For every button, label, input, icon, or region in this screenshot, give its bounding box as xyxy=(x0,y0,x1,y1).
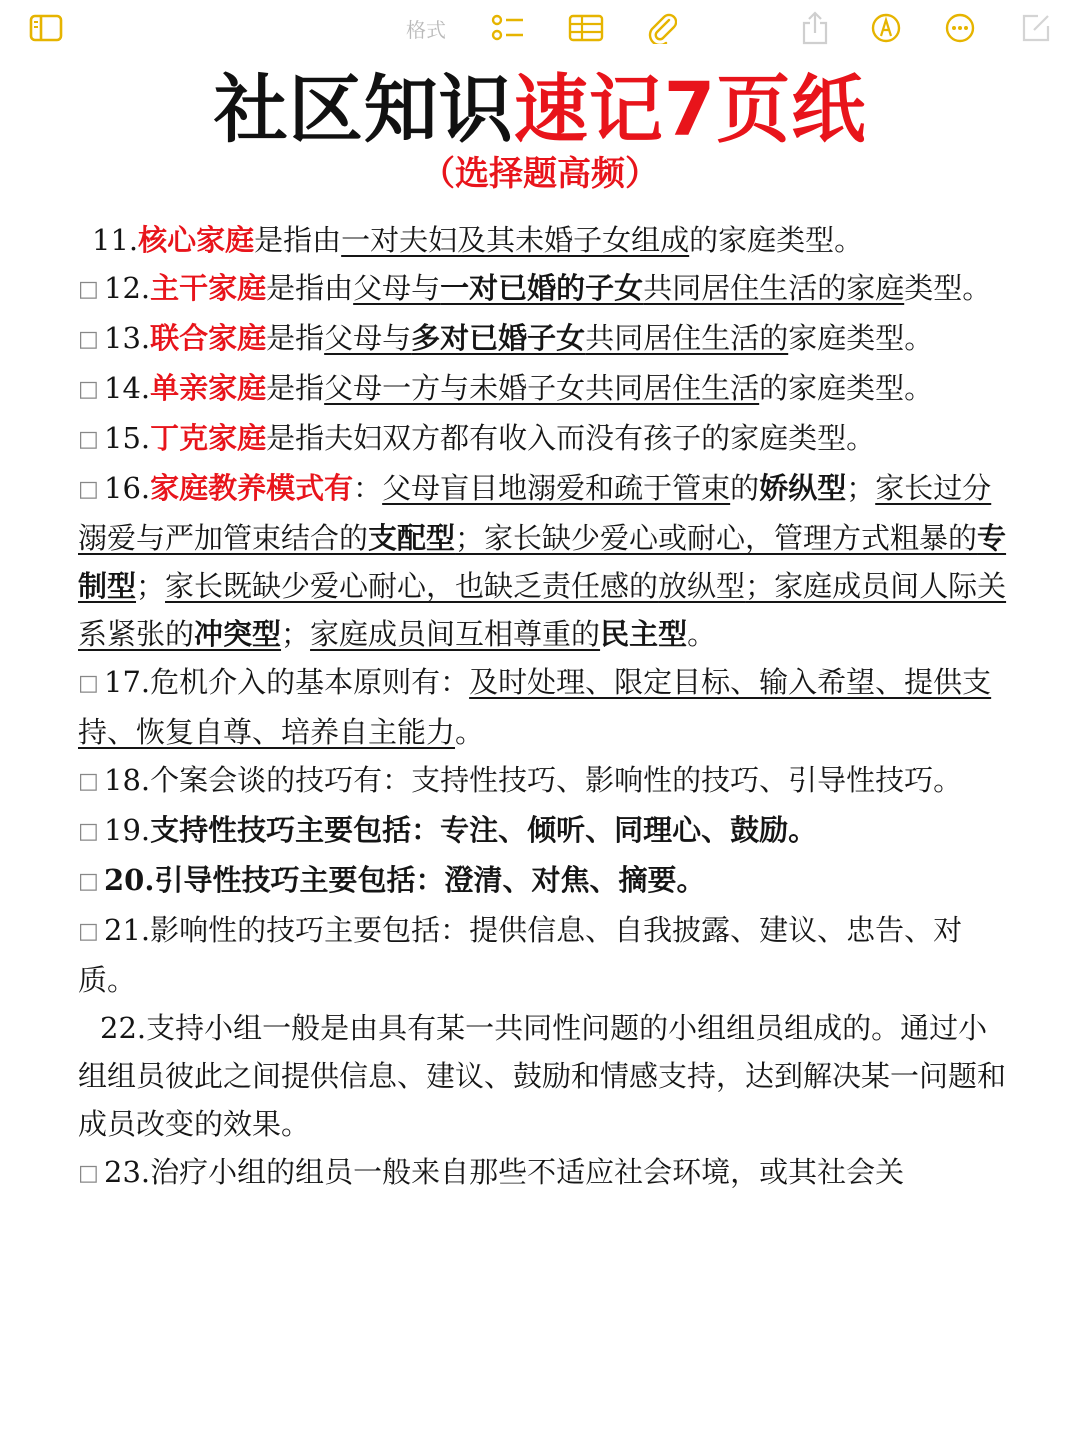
checkbox[interactable]: □ xyxy=(78,819,99,844)
list-item-12: □ 12.主干家庭是指由父母与一对已婚的子女共同居住生活的家庭类型。 xyxy=(78,264,1008,314)
list-item-22: 22.支持小组一般是由具有某一共同性问题的小组组员组成的。通过小组组员彼此之间提供信息、建议、鼓励和情感支持，达到解决某一问题和成员改变的效果。 xyxy=(78,1011,1007,1141)
list-item-20: □ 20.引导性技巧主要包括：澄清、对焦、摘要。 xyxy=(78,856,1008,906)
checkbox[interactable]: □ xyxy=(78,671,99,696)
list-item-16: □ 16.家庭教养模式有：父母盲目地溺爱和疏于管束的娇纵型；家长过分溺爱与严加管束结合的支配型；家长缺少爱心或耐心，管理方式粗暴的专制型；家长既缺少爱心耐心，也缺乏责任感的放纵型；家庭成员间人际关系紧张的冲突型；家庭成员间互相尊重的民主型。 xyxy=(78,464,1008,658)
list-item-14: □ 14.单亲家庭是指父母一方与未婚子女共同居住生活的家庭类型。 xyxy=(78,364,1008,414)
list-item-18: □ 18.个案会谈的技巧有：支持性技巧、影响性的技巧、引导性技巧。 xyxy=(78,756,1008,806)
list-item-15: □ 15.丁克家庭是指夫妇双方都有收入而没有孩子的家庭类型。 xyxy=(78,414,1008,464)
markup-icon[interactable] xyxy=(868,10,904,46)
checkbox[interactable]: □ xyxy=(78,477,99,502)
table-icon[interactable] xyxy=(567,10,605,46)
attachment-icon[interactable] xyxy=(645,10,679,46)
checkbox[interactable]: □ xyxy=(78,277,99,302)
toolbar xyxy=(0,0,1080,56)
list-item-19: □ 19.支持性技巧主要包括：专注、倾听、同理心、鼓励。 xyxy=(78,806,1008,856)
checklist-icon[interactable] xyxy=(490,10,526,46)
format-button[interactable]: 格式 xyxy=(406,17,446,42)
term: 核心家庭 xyxy=(138,223,255,257)
page-title: 社区知识速记7页纸 xyxy=(213,67,867,153)
list-item-17: □ 17.危机介入的基本原则有：及时处理、限定目标、输入希望、提供支持、恢复自尊、培养自主能力。 xyxy=(78,658,1008,756)
checkbox[interactable]: □ xyxy=(78,769,99,794)
checkbox[interactable]: □ xyxy=(78,869,99,894)
checkbox[interactable]: □ xyxy=(78,919,99,944)
list-item-13: □ 13.联合家庭是指父母与多对已婚子女共同居住生活的家庭类型。 xyxy=(78,314,1008,364)
checkbox[interactable]: □ xyxy=(78,327,99,352)
checkbox[interactable]: □ xyxy=(78,427,99,452)
list-item-23: □ 23.治疗小组的组员一般来自那些不适应社会环境，或其社会关 xyxy=(78,1148,1008,1198)
checkbox[interactable]: □ xyxy=(78,377,99,402)
checkbox[interactable]: □ xyxy=(78,1161,99,1186)
share-icon[interactable] xyxy=(798,10,832,46)
compose-icon[interactable] xyxy=(1018,10,1054,46)
list-item-21: □ 21.影响性的技巧主要包括：提供信息、自我披露、建议、忠告、对质。 xyxy=(78,906,1008,1004)
page-subtitle: （选择题高频） xyxy=(421,154,659,194)
more-icon[interactable] xyxy=(942,10,978,46)
list-item-11: 11.核心家庭是指由一对夫妇及其未婚子女组成的家庭类型。 xyxy=(92,223,864,257)
sidebar-icon[interactable] xyxy=(28,10,64,46)
note-content[interactable] xyxy=(78,216,1008,1198)
